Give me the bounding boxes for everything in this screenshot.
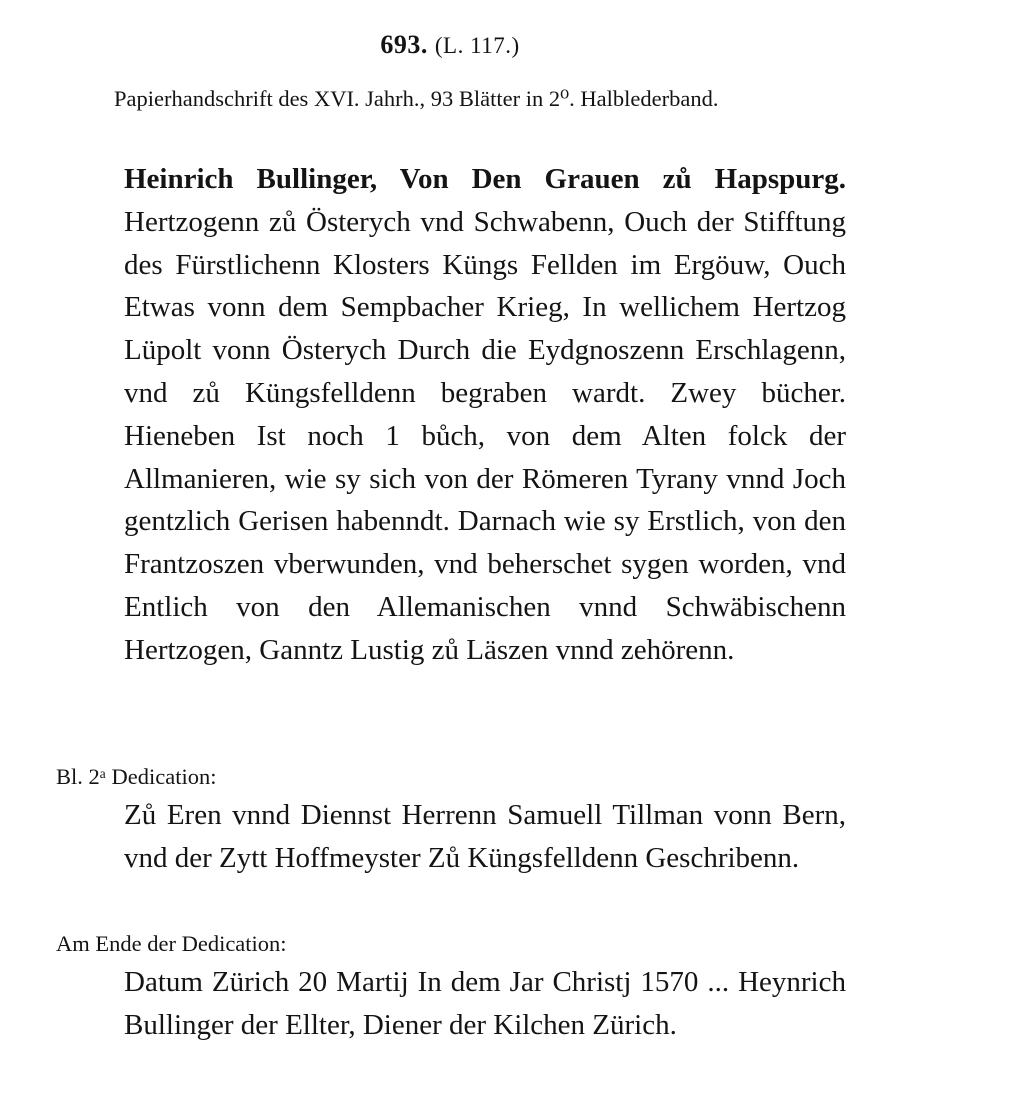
manuscript-description: Papierhandschrift des XVI. Jahrh., 93 Blätter in 2⁰. Halblederband.	[114, 86, 719, 111]
entry-signature: (L. 117.)	[434, 33, 520, 58]
end-of-dedication-text: Datum Zürich 20 Martij In dem Jar Christj 1570 ... Heynrich Bullinger der Ellter, Diener der Kilchen Zürich.	[124, 966, 846, 1041]
entry-heading	[0, 28, 900, 63]
main-entry-text	[124, 158, 846, 672]
work-description: Hertzogenn zů Österych vnd Schwabenn, Ouch der Stifftung des Fürstlichenn Klosters Küngs Fellden im Ergöuw, Ouch Etwas vonn dem Sempbacher Krieg, In wellichem Hertzog Lüpolt vonn Österych Durch die Eydgnoszenn Erschlagenn, vnd zů Küngsfelldenn begraben wardt. Zwey bücher. Hieneben Ist noch 1 bůch, von dem Alten folck der Allmanieren, wie sy sich von der Römeren Tyrany vnnd Joch gentzlich Gerisen habenndt. Darnach wie sy Erstlich, von den Frantzoszen vberwunden, vnd beherschet sygen worden, vnd Entlich von den Allemanischen vnnd Schwäbischenn Hertzogen, Ganntz Lustig zů Läszen vnnd zehörenn.	[124, 205, 846, 666]
dedication-label: Bl. 2ᵃ Dedication:	[56, 764, 217, 789]
entry-number: 693.	[380, 30, 428, 59]
end-of-dedication-label: Am Ende der Dedication:	[56, 931, 287, 956]
work-title: Heinrich Bullinger, Von Den Grauen zů Hapspurg.	[124, 163, 846, 195]
dedication-text: Zů Eren vnnd Diennst Herrenn Samuell Tillman vonn Bern, vnd der Zytt Hoffmeyster Zů Küngsfelldenn Geschribenn.	[124, 799, 846, 874]
